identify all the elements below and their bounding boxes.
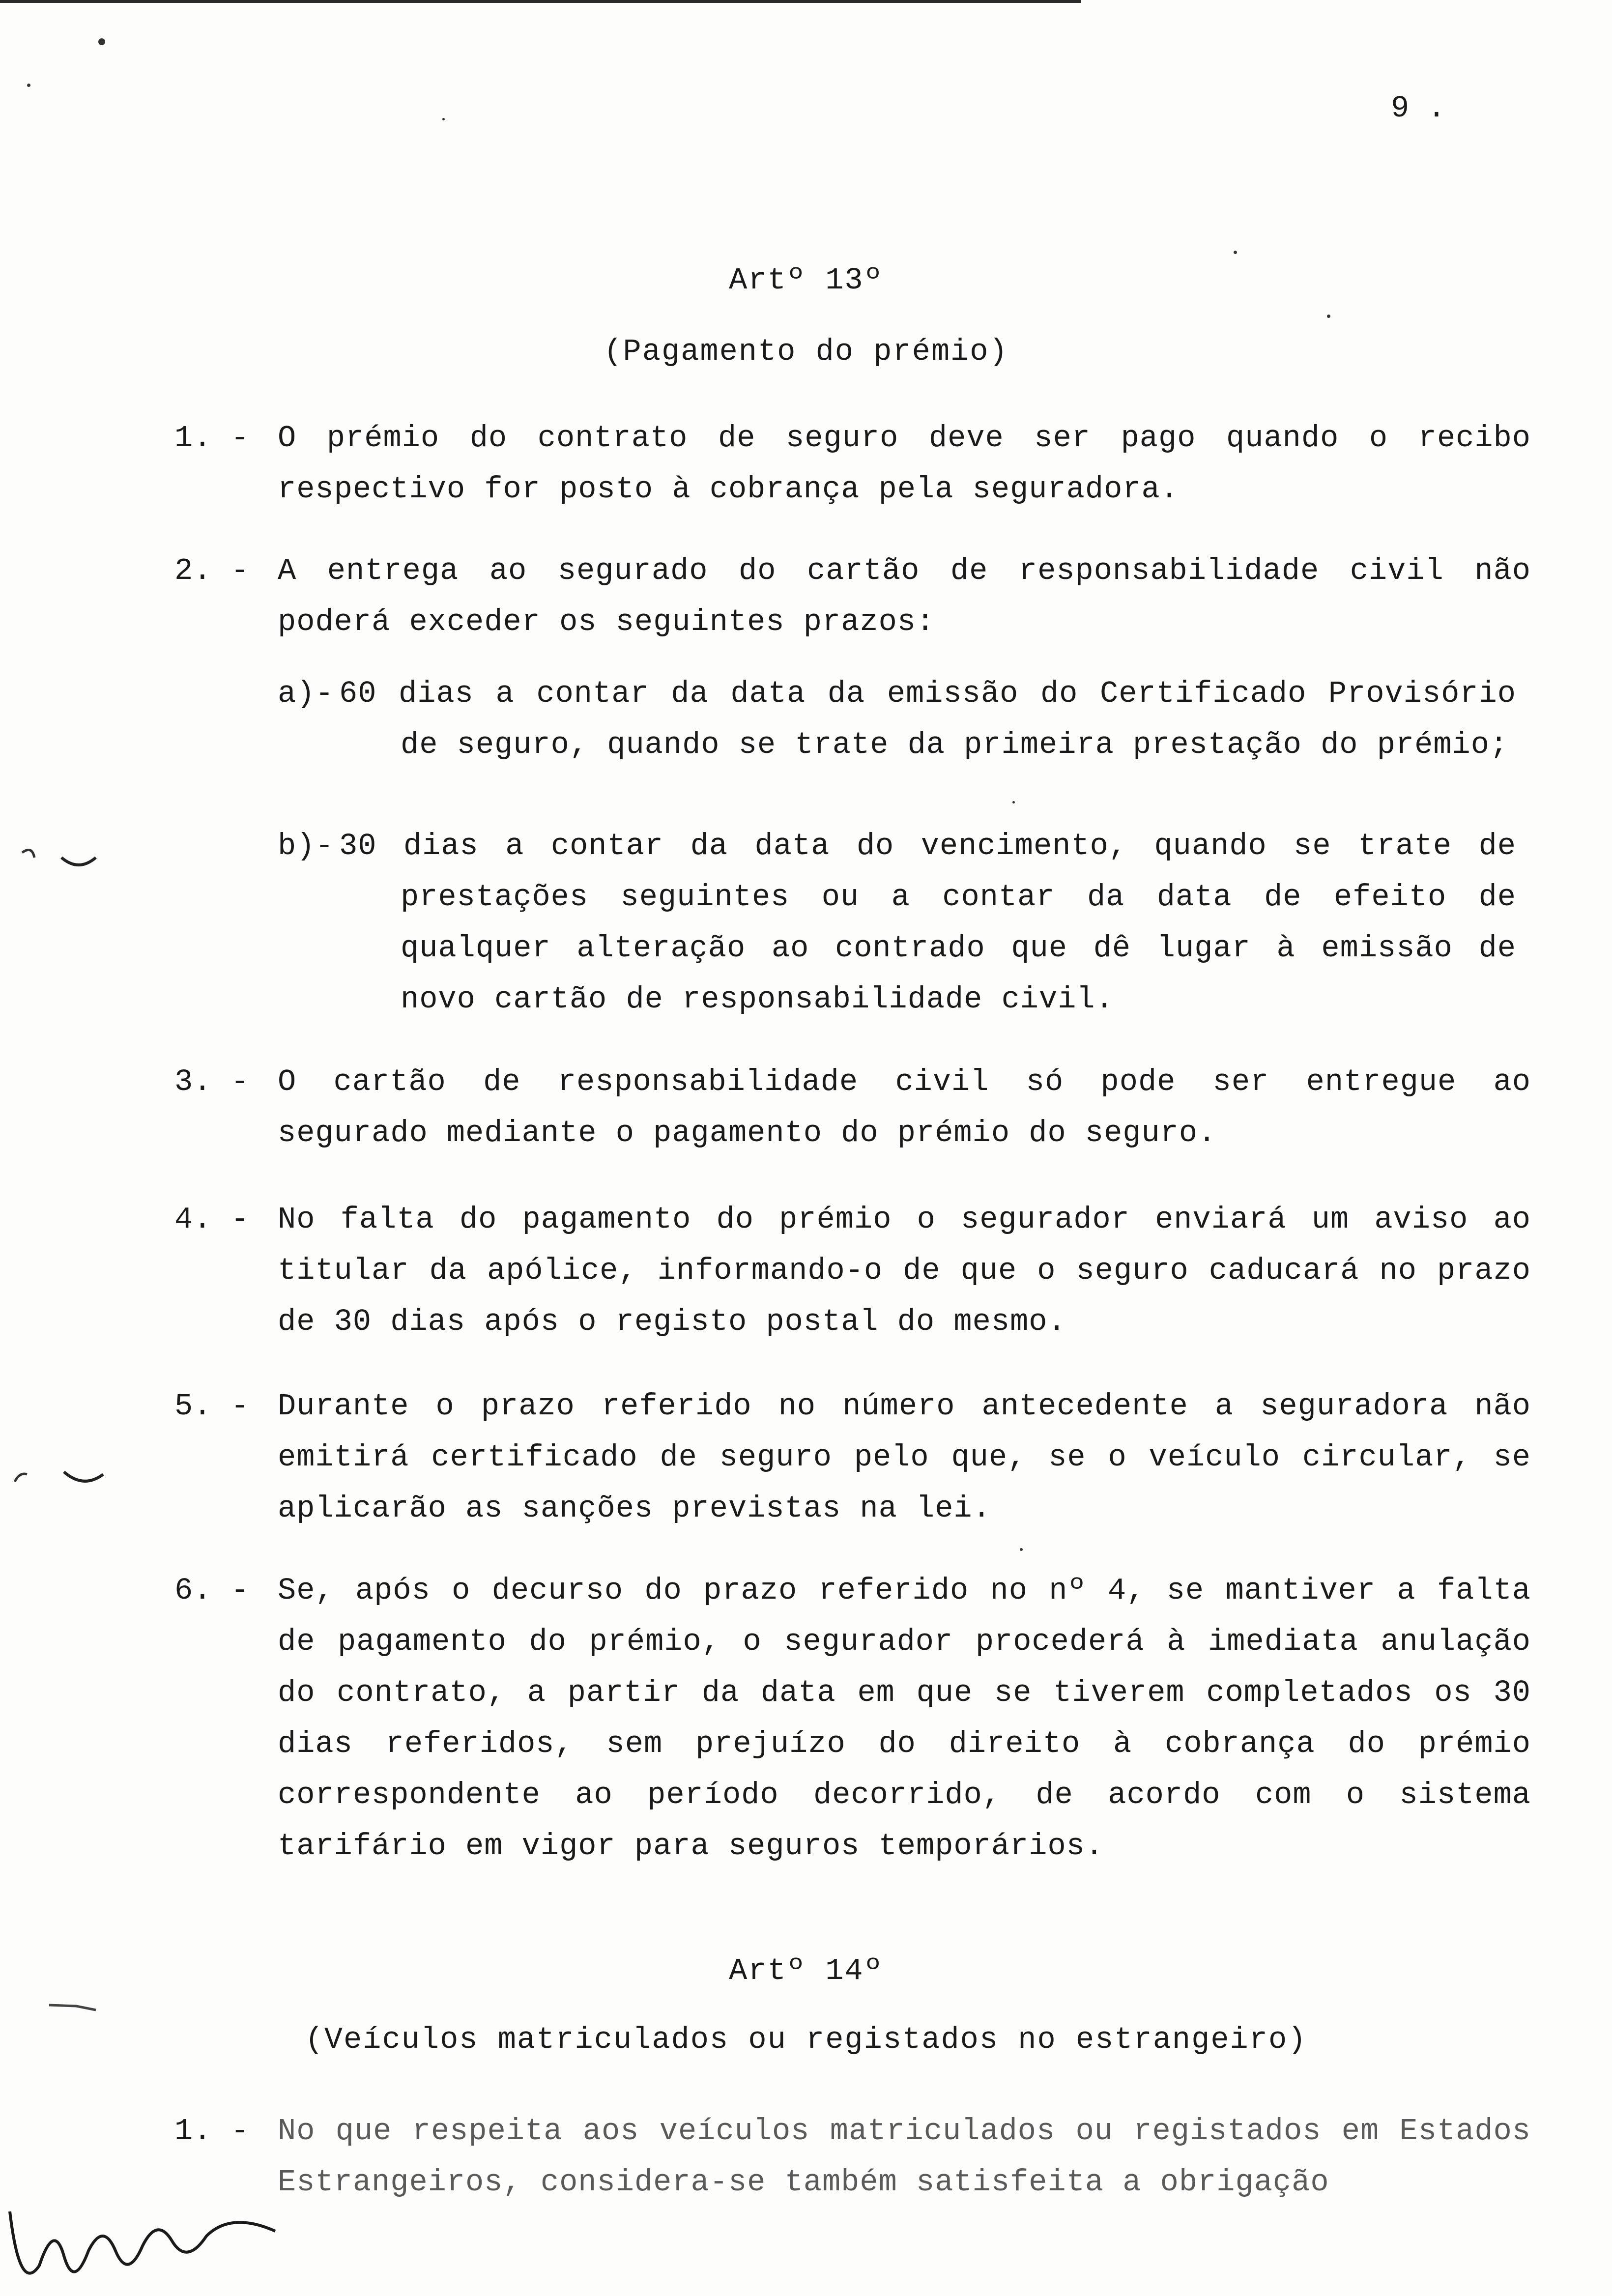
- margin-tick-mark: [47, 1995, 101, 2015]
- scan-speck: [1327, 315, 1330, 318]
- paragraph-text: Se, após o decurso do prazo referido no nº 4, se mantiver a falta de pagamento do prémio, o segurador procederá à imediata anulação do contrato, a partir da data em que se tiverem completados os 30 dias referidos, sem prejuízo do direito à cobrança do prémio correspondente ao período decorrido, de acordo com o sistema tarifário em vigor para seguros temporários.: [278, 1573, 1531, 1864]
- list-item-letter: a)-: [278, 676, 334, 711]
- paragraph: [174, 1057, 1531, 1159]
- paragraph: [174, 413, 1531, 515]
- paragraph-text: No que respeita aos veículos matriculados ou registados em Estados Estrangeiros, considera-se também satisfeita a obrigação: [278, 2114, 1531, 2200]
- article-subtitle: (Pagamento do prémio): [604, 334, 1008, 369]
- paragraph: [174, 1194, 1531, 1348]
- top-rule: [0, 0, 1081, 3]
- list-item-letter: b)-: [278, 829, 334, 863]
- paragraph-number: 4. -: [174, 1202, 250, 1237]
- paragraph-number: 1. -: [174, 421, 250, 456]
- scan-speck: [1012, 801, 1015, 804]
- paragraph-number: 3. -: [174, 1064, 250, 1099]
- article-heading: Artº 14º: [729, 1953, 883, 1988]
- scan-speck: [1020, 1548, 1023, 1551]
- paragraph: [174, 1565, 1531, 1872]
- paragraph: [174, 2106, 1531, 2208]
- article-subtitle: (Veículos matriculados ou registados no estrangeiro): [305, 2022, 1307, 2057]
- margin-tick-mark: [5, 1455, 108, 1499]
- list-item-text: 60 dias a contar da data da emissão do Certificado Provisório de seguro, quando se trate da primeira prestação do prémio;: [339, 676, 1516, 762]
- paragraph-text: O cartão de responsabilidade civil só pode ser entregue ao segurado mediante o pagamento do prémio do seguro.: [278, 1064, 1531, 1150]
- paragraph-number: 2. -: [174, 553, 250, 588]
- list-item-text: 30 dias a contar da data do vencimento, quando se trate de prestações seguintes ou a contar da data de efeito de qualquer alteração ao contrado que dê lugar à emissão de novo cartão de responsabilidade civil.: [339, 829, 1516, 1017]
- list-item: [278, 821, 1516, 1025]
- page-number: 9 .: [1391, 91, 1446, 126]
- scan-speck: [27, 84, 30, 87]
- paragraph-number: 5. -: [174, 1389, 250, 1424]
- paragraph-text: O prémio do contrato de seguro deve ser pago quando o recibo respectivo for posto à cobrança pela seguradora.: [278, 421, 1531, 507]
- paragraph-number: 6. -: [174, 1573, 250, 1608]
- scan-speck: [98, 38, 105, 45]
- article-heading: Artº 13º: [729, 263, 883, 298]
- list-item: [278, 668, 1516, 771]
- margin-tick-mark: [15, 835, 103, 880]
- paragraph-text: A entrega ao segurado do cartão de responsabilidade civil não poderá exceder os seguintes prazos:: [278, 553, 1531, 639]
- scan-speck: [442, 118, 445, 120]
- paragraph-text: Durante o prazo referido no número antecedente a seguradora não emitirá certificado de seguro pelo que, se o veículo circular, se aplicarão as sanções previstas na lei.: [278, 1389, 1531, 1526]
- paragraph-number: 1. -: [174, 2114, 250, 2149]
- paragraph: [174, 1381, 1531, 1534]
- paragraph-text: No falta do pagamento do prémio o segurador enviará um aviso ao titular da apólice, informando-o de que o seguro caducará no prazo de 30 dias após o registo postal do mesmo.: [278, 1202, 1531, 1339]
- paragraph: [174, 545, 1531, 648]
- scan-speck: [1234, 251, 1237, 254]
